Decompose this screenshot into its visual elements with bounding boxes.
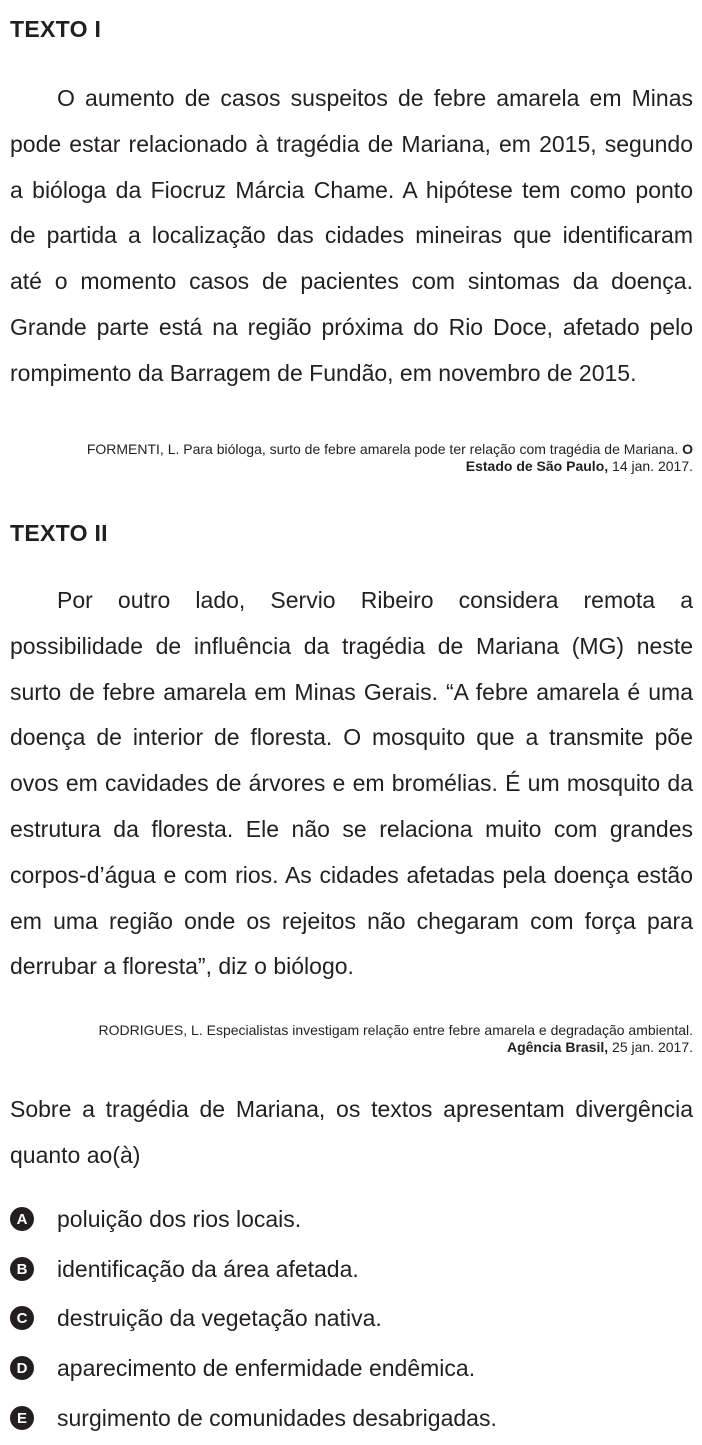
texto-ii-paragraph: Por outro lado, Servio Ribeiro considera remota a possibilidade de influência da tragédia de Mariana (MG) neste surto de febre amarela em Minas Gerais. “A febre amarela é uma doença de interior de floresta. O mosquito que a transmite põe ovos em cavidades de árvores e em bromélias. É um mosquito da estrutura da floresta. Ele não se relaciona muito com grandes corpos-d’água e com rios. As cidades afetadas pela doença estão em uma região onde os rejeitos não chegaram com força para derrubar a floresta”, diz o biólogo. (10, 587, 693, 980)
texto-ii-heading: TEXTO II (10, 520, 108, 546)
texto-i-ref-date: 14 jan. 2017. (608, 458, 693, 474)
question-stem: Sobre a tragédia de Mariana, os textos apresentam divergência quanto ao(à) (10, 1096, 693, 1168)
option-b-badge: B (10, 1257, 34, 1281)
texto-ii-ref-citation: RODRIGUES, L. Especialistas investigam relação entre febre amarela e degradação ambiental. (98, 1022, 693, 1038)
texto-i-paragraph: O aumento de casos suspeitos de febre amarela em Minas pode estar relacionado à tragédia de Mariana, em 2015, segundo a bióloga da Fiocruz Márcia Chame. A hipótese tem como ponto de partida a localização das cidades mineiras que identificaram até o momento casos de pacientes com sintomas da doença. Grande parte está na região próxima do Rio Doce, afetado pelo rompimento da Barragem de Fundão, em novembro de 2015. (10, 85, 693, 386)
option-e-text: surgimento de comunidades desabrigadas. (57, 1404, 497, 1431)
option-c[interactable] (10, 1303, 382, 1333)
texto-ii-reference (53, 1022, 693, 1056)
option-c-text: destruição da vegetação nativa. (57, 1304, 382, 1331)
option-e-badge: E (10, 1406, 34, 1430)
option-c-badge: C (10, 1306, 34, 1330)
option-d[interactable] (10, 1353, 475, 1383)
texto-i-ref-source: O Estado de São Paulo, (465, 441, 693, 474)
option-a-text: poluição dos rios locais. (57, 1205, 302, 1232)
option-a-badge: A (10, 1207, 34, 1231)
option-a[interactable] (10, 1204, 301, 1234)
option-d-text: aparecimento de enfermidade endêmica. (57, 1354, 476, 1381)
option-e[interactable] (10, 1403, 497, 1433)
texto-ii-ref-date: 25 jan. 2017. (608, 1039, 693, 1055)
option-b[interactable] (10, 1254, 359, 1284)
option-d-badge: D (10, 1356, 34, 1380)
texto-ii-ref-source: Agência Brasil, (506, 1039, 609, 1055)
texto-i-ref-citation: FORMENTI, L. Para bióloga, surto de febre amarela pode ter relação com tragédia de Mariana. (86, 441, 683, 457)
texto-i-heading: TEXTO I (10, 16, 102, 42)
option-b-text: identificação da área afetada. (57, 1255, 359, 1282)
texto-i-reference (53, 441, 693, 475)
